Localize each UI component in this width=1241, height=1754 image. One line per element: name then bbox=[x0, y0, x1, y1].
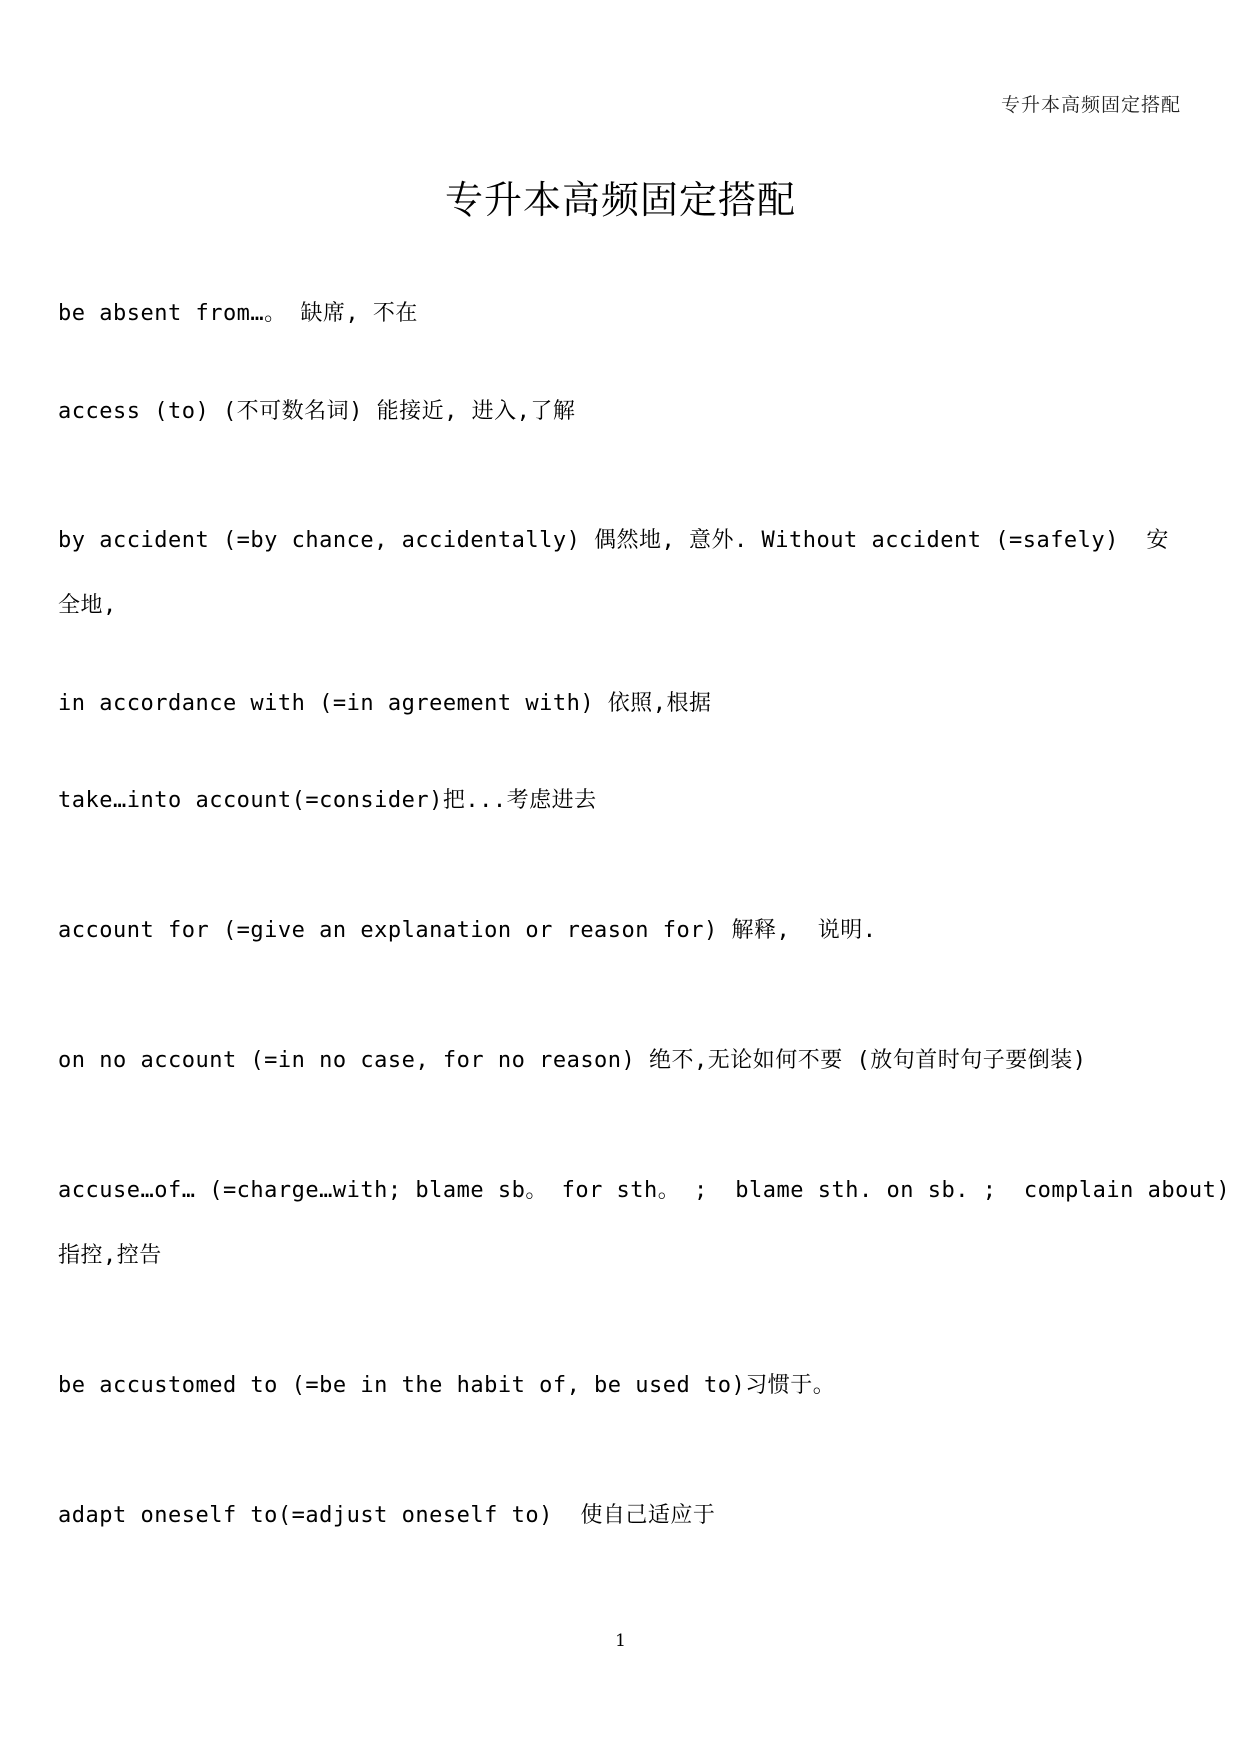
entry-take-into-account: take…into account(=consider)把...考虑进去 bbox=[58, 788, 597, 813]
entry-by-accident: by accident (=by chance, accidentally) 偶然地, 意外. Without accident (=safely) 安 bbox=[58, 528, 1169, 553]
entry-on-no-account: on no account (=in no case, for no reason) 绝不,无论如何不要 (放句首时句子要倒装) bbox=[58, 1048, 1087, 1073]
running-header: 专升本高频固定搭配 bbox=[1000, 94, 1181, 116]
entry-be-accustomed-to: be accustomed to (=be in the habit of, be used to)习惯于。 bbox=[58, 1373, 836, 1398]
entry-by-accident-continued: 全地, bbox=[58, 593, 117, 618]
entry-accuse-of-continued: 指控,控告 bbox=[58, 1243, 162, 1268]
entry-in-accordance-with: in accordance with (=in agreement with) 依照,根据 bbox=[58, 691, 712, 716]
entry-be-absent-from: be absent from…。 缺席, 不在 bbox=[58, 301, 418, 326]
page-number: 1 bbox=[615, 1631, 626, 1651]
entry-adapt-oneself-to: adapt oneself to(=adjust oneself to) 使自己适应于 bbox=[58, 1503, 716, 1528]
entry-access-to: access (to) (不可数名词) 能接近, 进入,了解 bbox=[58, 399, 576, 424]
entry-account-for: account for (=give an explanation or reason for) 解释, 说明. bbox=[58, 918, 877, 943]
entry-accuse-of: accuse…of… (=charge…with; blame sb。 for sth。 ; blame sth. on sb. ; complain about) bbox=[58, 1178, 1231, 1203]
page-title: 专升本高频固定搭配 bbox=[444, 178, 796, 223]
